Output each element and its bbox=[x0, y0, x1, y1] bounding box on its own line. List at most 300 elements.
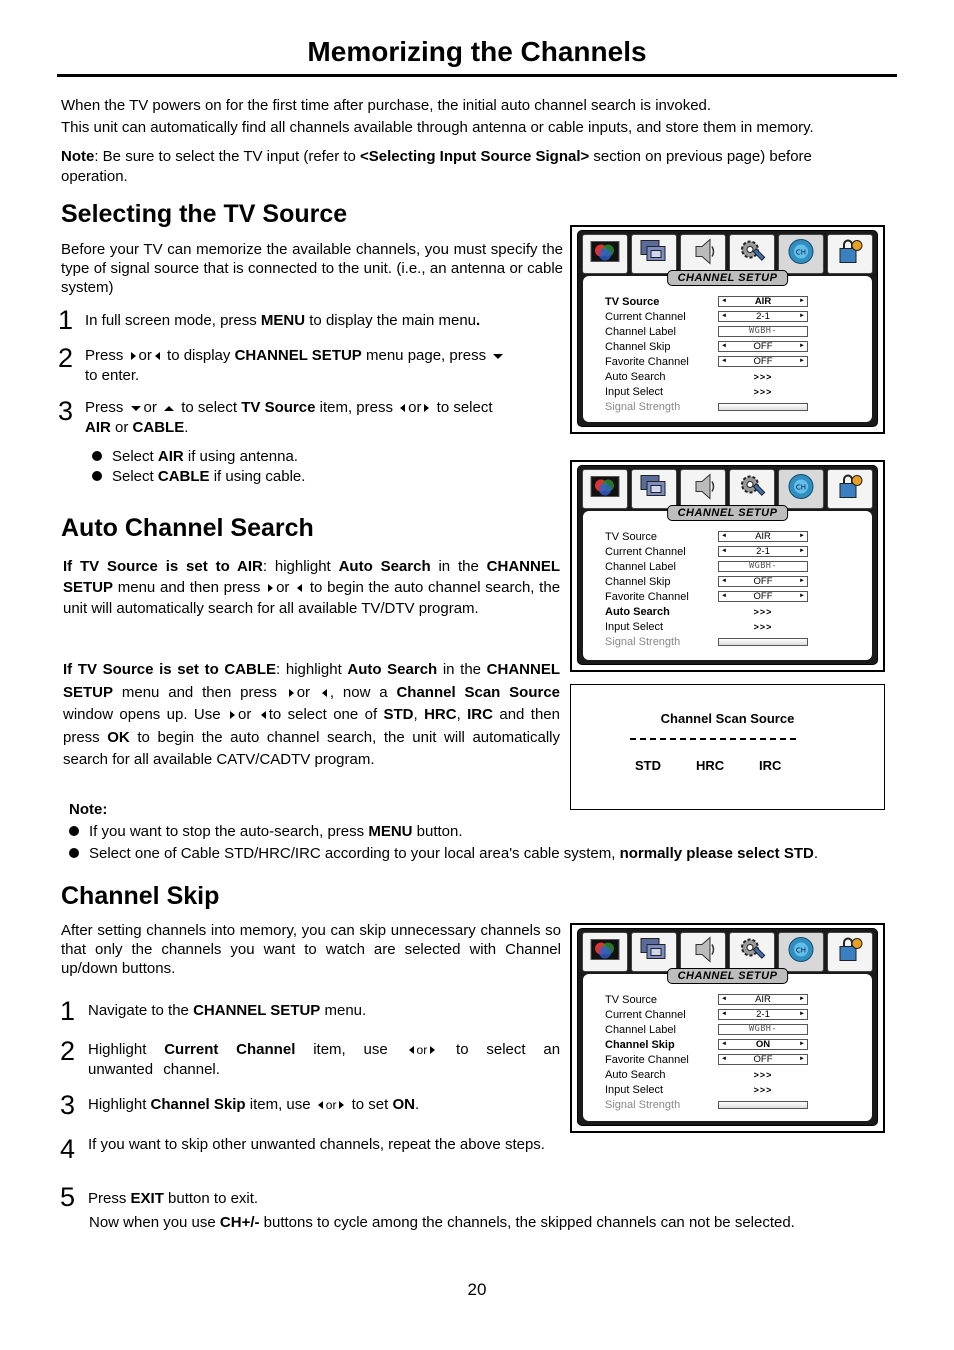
step-text: Select bbox=[112, 468, 158, 485]
item-name: Channel Skip bbox=[150, 1096, 246, 1113]
item-name: Current Channel bbox=[164, 1041, 296, 1058]
menu-row-label: Favorite Channel bbox=[605, 1053, 689, 1066]
menu-icon-bar bbox=[582, 234, 873, 274]
step-text: . bbox=[414, 1096, 420, 1113]
menu-row-label: Signal Strength bbox=[605, 635, 681, 648]
menu-value[interactable] bbox=[718, 1039, 808, 1050]
right-arrow-icon: ► bbox=[799, 533, 805, 539]
heading-channel-skip: Channel Skip bbox=[61, 882, 220, 910]
menu-value-text: OFF bbox=[753, 356, 773, 367]
menu-value-text: WGBH- bbox=[748, 1024, 778, 1034]
step-text: Navigate to the bbox=[88, 1002, 194, 1019]
audio-icon[interactable] bbox=[680, 932, 726, 972]
down-arrow-icon bbox=[131, 406, 141, 411]
step-number: 3 bbox=[60, 1090, 76, 1120]
menu-row[interactable] bbox=[605, 339, 865, 354]
skip-step-5 bbox=[88, 1189, 258, 1209]
left-arrow-icon: ◄ bbox=[721, 358, 727, 364]
channel-setup-menu-1 bbox=[570, 225, 885, 434]
step-number: 2 bbox=[58, 343, 74, 373]
lock-icon[interactable] bbox=[827, 932, 873, 972]
audio-icon[interactable] bbox=[680, 469, 726, 509]
menu-value-text: WGBH- bbox=[748, 326, 778, 336]
menu-row[interactable] bbox=[605, 574, 865, 589]
menu-row-label: Input Select bbox=[605, 620, 664, 633]
pip-icon[interactable] bbox=[631, 234, 677, 274]
note-text-2: section on previous page) before bbox=[589, 148, 812, 165]
heading-tv-source: Selecting the TV Source bbox=[61, 200, 348, 228]
step-text: Highlight bbox=[88, 1096, 151, 1113]
menu-value[interactable] bbox=[718, 341, 808, 352]
step-number: 1 bbox=[58, 305, 74, 335]
menu-row-label: Channel Skip bbox=[605, 340, 671, 353]
menu-row[interactable] bbox=[605, 1082, 865, 1097]
menu-value[interactable] bbox=[718, 531, 808, 542]
menu-row-label: TV Source bbox=[605, 295, 660, 308]
signal-strength-bar bbox=[718, 403, 808, 411]
scan-option-std[interactable]: STD bbox=[635, 758, 661, 773]
lock-icon[interactable] bbox=[827, 234, 873, 274]
menu-frame bbox=[577, 465, 878, 665]
menu-value[interactable] bbox=[718, 326, 808, 337]
menu-row[interactable] bbox=[605, 384, 865, 399]
menu-value-text: OFF bbox=[753, 576, 773, 587]
option-hrc: HRC bbox=[424, 706, 457, 723]
left-arrow-icon: ◄ bbox=[721, 313, 727, 319]
menu-name: CHANNEL SETUP bbox=[63, 661, 560, 701]
menu-row[interactable] bbox=[605, 559, 865, 574]
skip-step-1 bbox=[88, 1001, 366, 1021]
right-arrow-icon: ► bbox=[799, 578, 805, 584]
intro-line-2: This unit can automatically find all channels available through antenna or cable inputs, and store them in memory. bbox=[61, 119, 814, 136]
window-name: Channel Scan Source bbox=[396, 683, 561, 701]
left-arrow-icon: ◄ bbox=[721, 1056, 727, 1062]
step-text: or bbox=[138, 347, 152, 364]
item-name: TV Source bbox=[241, 399, 316, 416]
note-text-3: operation. bbox=[61, 168, 128, 185]
option-air: AIR bbox=[85, 419, 111, 436]
menu-row-label: Channel Skip bbox=[605, 575, 671, 588]
menu-name: CHANNEL SETUP bbox=[63, 558, 560, 596]
signal-strength-bar bbox=[718, 1101, 808, 1109]
left-arrow-icon bbox=[155, 352, 160, 360]
step-number: 4 bbox=[60, 1134, 76, 1164]
step-text: or bbox=[143, 399, 157, 416]
skip-step-3 bbox=[88, 1095, 419, 1115]
channel-icon[interactable] bbox=[778, 469, 824, 509]
step-text: buttons to cycle among the channels, the skipped channels can not be selected. bbox=[259, 1214, 795, 1231]
menu-row[interactable] bbox=[605, 324, 865, 339]
note-heading: Note: bbox=[69, 801, 108, 818]
para-text: : highlight bbox=[262, 558, 339, 575]
step-text: if using cable. bbox=[209, 468, 306, 485]
option-std: STD bbox=[383, 706, 414, 723]
option-irc: IRC bbox=[467, 706, 493, 723]
pip-icon[interactable] bbox=[631, 469, 677, 509]
para-text: in the bbox=[430, 558, 487, 575]
skip-final-note bbox=[89, 1213, 909, 1233]
channel-icon[interactable] bbox=[778, 932, 824, 972]
menu-row[interactable] bbox=[605, 1097, 865, 1112]
pip-icon[interactable] bbox=[631, 932, 677, 972]
step-text: item, use bbox=[245, 1096, 311, 1113]
scan-option-irc[interactable]: IRC bbox=[759, 758, 782, 773]
menu-value[interactable] bbox=[718, 356, 808, 367]
scan-option-hrc[interactable]: HRC bbox=[696, 758, 725, 773]
menu-row-label: Current Channel bbox=[605, 545, 686, 558]
left-arrow-icon bbox=[322, 689, 327, 697]
menu-value[interactable] bbox=[718, 1024, 808, 1035]
note-text: button. bbox=[412, 823, 463, 840]
bullet-icon bbox=[69, 848, 79, 858]
menu-row-label: Channel Label bbox=[605, 1023, 676, 1036]
right-arrow-icon: ► bbox=[799, 1041, 805, 1047]
right-arrow-icon bbox=[268, 584, 273, 592]
menu-row-label: Auto Search bbox=[605, 605, 670, 618]
right-arrow-icon: ► bbox=[799, 313, 805, 319]
option-on: ON bbox=[392, 1096, 415, 1113]
step-text: Press bbox=[85, 347, 124, 364]
skip-step-2 bbox=[88, 1040, 560, 1079]
item-name: Auto Search bbox=[347, 661, 438, 678]
menu-row[interactable] bbox=[605, 399, 865, 414]
menu-row-label: Input Select bbox=[605, 1083, 664, 1096]
menu-rows bbox=[605, 294, 865, 414]
step-text: Press bbox=[88, 1190, 131, 1207]
step-3 bbox=[85, 398, 563, 438]
menu-tab-title: CHANNEL SETUP bbox=[667, 968, 789, 984]
note-emphasis: normally please select STD bbox=[619, 845, 814, 862]
menu-icon-bar bbox=[582, 932, 873, 972]
picture-icon[interactable] bbox=[582, 469, 628, 509]
picture-icon[interactable] bbox=[582, 932, 628, 972]
bullet-icon bbox=[69, 826, 79, 836]
step-text: button to exit. bbox=[163, 1190, 259, 1207]
step-1 bbox=[85, 311, 565, 331]
list-item bbox=[92, 447, 492, 467]
scan-title: Channel Scan Source bbox=[660, 711, 795, 726]
step-text: item, press bbox=[319, 399, 393, 416]
menu-name: CHANNEL SETUP bbox=[193, 1002, 321, 1019]
right-arrow-icon: ► bbox=[799, 343, 805, 349]
step-text: or bbox=[408, 399, 422, 416]
right-arrow-icon bbox=[230, 711, 235, 719]
key-ch: CH+/- bbox=[219, 1214, 260, 1231]
step-number: 3 bbox=[58, 396, 74, 426]
channel-scan-source-window bbox=[570, 684, 885, 810]
para-lead: If TV Source is set to AIR bbox=[63, 558, 263, 575]
left-arrow-icon: ◄ bbox=[721, 343, 727, 349]
submenu-chevrons[interactable]: >>> bbox=[753, 621, 773, 632]
left-arrow-icon: ◄ bbox=[721, 298, 727, 304]
menu-icon-bar bbox=[582, 469, 873, 509]
air-para bbox=[63, 556, 560, 619]
menu-value-text: OFF bbox=[753, 591, 773, 602]
menu-body bbox=[583, 970, 872, 1121]
menu-tab-title: CHANNEL SETUP bbox=[667, 270, 789, 286]
menu-value-text: OFF bbox=[753, 1054, 773, 1065]
para-text: or bbox=[296, 683, 311, 701]
menu-rows bbox=[605, 992, 865, 1112]
menu-row[interactable] bbox=[605, 369, 865, 384]
menu-row-label: Favorite Channel bbox=[605, 355, 689, 368]
menu-frame bbox=[577, 928, 878, 1126]
submenu-chevrons[interactable]: >>> bbox=[753, 1069, 773, 1080]
step-text: Now when you use bbox=[89, 1214, 220, 1231]
channel-setup-menu-3 bbox=[570, 923, 885, 1133]
key-ok: OK bbox=[107, 728, 130, 746]
menu-row[interactable] bbox=[605, 1052, 865, 1067]
menu-row[interactable] bbox=[605, 544, 865, 559]
step-text: or bbox=[416, 1043, 428, 1057]
note-text: If you want to stop the auto-search, press bbox=[89, 823, 369, 840]
note-text: Select one of Cable STD/HRC/IRC according to your local area's cable system, bbox=[89, 845, 620, 862]
right-arrow-icon: ► bbox=[799, 548, 805, 554]
menu-row-label: Signal Strength bbox=[605, 1098, 681, 1111]
note-label: Note bbox=[61, 148, 95, 165]
menu-value[interactable] bbox=[718, 576, 808, 587]
svg-text:CH: CH bbox=[795, 248, 807, 257]
submenu-chevrons[interactable]: >>> bbox=[753, 606, 773, 617]
submenu-chevrons[interactable]: >>> bbox=[753, 386, 773, 397]
para-lead: If TV Source is set to CABLE bbox=[63, 661, 277, 678]
menu-row[interactable] bbox=[605, 589, 865, 604]
setup-icon[interactable] bbox=[729, 234, 775, 274]
svg-text:CH: CH bbox=[795, 483, 807, 492]
menu-value[interactable] bbox=[718, 311, 808, 322]
menu-value-text: 2-1 bbox=[756, 546, 770, 557]
para-text: and then press bbox=[63, 706, 560, 746]
scan-divider bbox=[630, 738, 796, 740]
menu-row[interactable] bbox=[605, 354, 865, 369]
key-menu: MENU bbox=[368, 823, 413, 840]
menu-row-label: Auto Search bbox=[605, 1068, 666, 1081]
channel-icon[interactable] bbox=[778, 234, 824, 274]
menu-row[interactable] bbox=[605, 992, 865, 1007]
lock-icon[interactable] bbox=[827, 469, 873, 509]
menu-row[interactable] bbox=[605, 619, 865, 634]
option-cable: CABLE bbox=[132, 419, 185, 436]
left-arrow-icon bbox=[409, 1046, 414, 1054]
left-arrow-icon: ◄ bbox=[721, 578, 727, 584]
menu-row[interactable] bbox=[605, 604, 865, 619]
para-text: : highlight bbox=[276, 661, 348, 678]
menu-row-label: Channel Label bbox=[605, 325, 676, 338]
right-arrow-icon bbox=[131, 352, 136, 360]
right-arrow-icon: ► bbox=[799, 298, 805, 304]
step-text: . bbox=[476, 312, 481, 329]
menu-value-text: AIR bbox=[754, 296, 772, 307]
right-arrow-icon: ► bbox=[799, 996, 805, 1002]
right-arrow-icon bbox=[339, 1101, 344, 1109]
note-ref: <Selecting Input Source Signal> bbox=[360, 148, 590, 165]
heading-auto-search: Auto Channel Search bbox=[61, 514, 314, 542]
menu-row[interactable] bbox=[605, 309, 865, 324]
up-arrow-icon bbox=[164, 406, 174, 411]
bullet-icon bbox=[92, 451, 102, 461]
para-text: window opens up. Use bbox=[63, 706, 221, 723]
setup-icon[interactable] bbox=[729, 932, 775, 972]
note-list bbox=[69, 821, 909, 865]
menu-row[interactable] bbox=[605, 1007, 865, 1022]
step-text: to select bbox=[181, 399, 238, 416]
right-arrow-icon: ► bbox=[799, 593, 805, 599]
step-text: Select bbox=[112, 448, 158, 465]
menu-value-text: OFF bbox=[753, 341, 773, 352]
step-text: Highlight bbox=[88, 1041, 147, 1058]
intro-note bbox=[61, 147, 901, 167]
right-arrow-icon: ► bbox=[799, 1056, 805, 1062]
step-text: to display the main menu bbox=[305, 312, 477, 329]
step-text: or bbox=[110, 419, 133, 436]
right-arrow-icon: ► bbox=[799, 1011, 805, 1017]
menu-value-text: 2-1 bbox=[756, 311, 770, 322]
left-arrow-icon: ◄ bbox=[721, 996, 727, 1002]
menu-row-label: Favorite Channel bbox=[605, 590, 689, 603]
menu-frame bbox=[577, 230, 878, 427]
para-text: to begin the auto channel search, the unit will automatically search for all available TV/DTV program. bbox=[63, 579, 561, 617]
menu-value-text: 2-1 bbox=[756, 1009, 770, 1020]
menu-value[interactable] bbox=[718, 591, 808, 602]
menu-tab-title: CHANNEL SETUP bbox=[667, 505, 789, 521]
option-cable: CABLE bbox=[157, 468, 210, 485]
step-number: 5 bbox=[60, 1182, 76, 1212]
submenu-chevrons[interactable]: >>> bbox=[753, 371, 773, 382]
para-text: in the bbox=[437, 661, 487, 678]
step-text: to select bbox=[436, 399, 493, 416]
channel-setup-menu-2 bbox=[570, 460, 885, 672]
page-number: 20 bbox=[467, 1280, 487, 1299]
option-air: AIR bbox=[157, 448, 184, 465]
list-item bbox=[92, 467, 492, 487]
menu-row-label: Auto Search bbox=[605, 370, 666, 383]
menu-value[interactable] bbox=[718, 994, 808, 1005]
right-arrow-icon bbox=[430, 1046, 435, 1054]
para-text: to begin the auto channel search, the unit will automatically search for all available CATV/CADTV program. bbox=[63, 728, 560, 768]
menu-row-label: Channel Skip bbox=[605, 1038, 675, 1051]
picture-icon[interactable] bbox=[582, 234, 628, 274]
menu-row-label: Channel Label bbox=[605, 560, 676, 573]
menu-row[interactable] bbox=[605, 1022, 865, 1037]
menu-body bbox=[583, 507, 872, 660]
step-text: menu. bbox=[320, 1002, 367, 1019]
key-menu: MENU bbox=[260, 312, 306, 329]
step-text: to display bbox=[167, 347, 231, 364]
step-text: Press bbox=[85, 399, 124, 416]
svg-text:CH: CH bbox=[795, 946, 807, 955]
menu-row[interactable] bbox=[605, 1067, 865, 1082]
step-2 bbox=[85, 346, 563, 386]
menu-row[interactable] bbox=[605, 1037, 865, 1052]
note-text: . bbox=[813, 845, 819, 862]
intro-line-1: When the TV powers on for the first time after purchase, the initial auto channel search is invoked. bbox=[61, 97, 712, 114]
submenu-chevrons[interactable]: >>> bbox=[753, 1084, 773, 1095]
list-item bbox=[69, 843, 909, 865]
menu-row[interactable] bbox=[605, 529, 865, 544]
page-title: Memorizing the Channels bbox=[307, 36, 647, 67]
para-text: or bbox=[237, 706, 252, 723]
menu-row-label: TV Source bbox=[605, 530, 657, 543]
step-text: item, use bbox=[313, 1041, 388, 1058]
down-arrow-icon bbox=[493, 354, 503, 359]
step-number: 1 bbox=[60, 996, 76, 1026]
menu-value[interactable] bbox=[718, 546, 808, 557]
menu-value[interactable] bbox=[718, 296, 808, 307]
key-exit: EXIT bbox=[130, 1190, 164, 1207]
skip-step-4: If you want to skip other unwanted channels, repeat the above steps. bbox=[88, 1136, 545, 1153]
step-text: to select an unwanted channel. bbox=[88, 1041, 561, 1078]
step-text: . bbox=[184, 419, 189, 436]
menu-row[interactable] bbox=[605, 294, 865, 309]
menu-row-label: Current Channel bbox=[605, 310, 686, 323]
bullet-list bbox=[92, 447, 492, 487]
step-text: to enter. bbox=[85, 367, 140, 384]
left-arrow-icon bbox=[400, 404, 405, 412]
right-arrow-icon bbox=[424, 404, 429, 412]
menu-value[interactable] bbox=[718, 561, 808, 572]
left-arrow-icon: ◄ bbox=[721, 548, 727, 554]
step-number: 2 bbox=[60, 1036, 76, 1066]
menu-value[interactable] bbox=[718, 1009, 808, 1020]
menu-row-label: Current Channel bbox=[605, 1008, 686, 1021]
para-text: , now a bbox=[329, 683, 397, 701]
para-text: to select one of bbox=[268, 706, 384, 723]
left-arrow-icon: ◄ bbox=[721, 593, 727, 599]
step-text: to set bbox=[351, 1096, 393, 1113]
left-arrow-icon bbox=[261, 711, 266, 719]
setup-icon[interactable] bbox=[729, 469, 775, 509]
title-divider bbox=[57, 74, 897, 77]
bullet-icon bbox=[92, 471, 102, 481]
menu-value-text: AIR bbox=[755, 994, 771, 1005]
left-arrow-icon: ◄ bbox=[721, 1011, 727, 1017]
left-arrow-icon bbox=[318, 1101, 323, 1109]
menu-row-label: Input Select bbox=[605, 385, 664, 398]
audio-icon[interactable] bbox=[680, 234, 726, 274]
para-text: menu and then press bbox=[113, 579, 261, 596]
menu-body bbox=[583, 272, 872, 422]
cable-para bbox=[63, 659, 560, 772]
menu-name: CHANNEL SETUP bbox=[234, 347, 362, 364]
step-text: menu page, press bbox=[366, 347, 487, 364]
left-arrow-icon: ◄ bbox=[721, 533, 727, 539]
para-text: menu and then press bbox=[113, 683, 277, 701]
item-name: Auto Search bbox=[338, 558, 431, 575]
menu-rows bbox=[605, 529, 865, 649]
list-item bbox=[69, 821, 909, 843]
skip-para: After setting channels into memory, you can skip unnecessary channels so that only the channels you want to watch are selected with Channel up/down buttons. bbox=[61, 922, 561, 977]
para-text: or bbox=[276, 579, 290, 596]
note-text: : Be sure to select the TV input (refer to bbox=[94, 148, 361, 165]
menu-value-text: ON bbox=[755, 1039, 771, 1050]
para-text: , bbox=[413, 706, 425, 723]
signal-strength-bar bbox=[718, 638, 808, 646]
step-text: or bbox=[325, 1098, 337, 1112]
step-text: In full screen mode, press bbox=[85, 312, 261, 329]
menu-value-text: WGBH- bbox=[748, 561, 778, 571]
right-arrow-icon: ► bbox=[799, 358, 805, 364]
menu-value[interactable] bbox=[718, 1054, 808, 1065]
menu-row-label: TV Source bbox=[605, 993, 657, 1006]
left-arrow-icon bbox=[297, 584, 302, 592]
para-text: , bbox=[456, 706, 468, 723]
menu-row-label: Signal Strength bbox=[605, 400, 681, 413]
tv-source-para: Before your TV can memorize the available channels, you must specify the type of signal source that is connected to the unit. (i.e., an antenna or cable system) bbox=[61, 241, 563, 296]
menu-value-text: AIR bbox=[755, 531, 771, 542]
left-arrow-icon: ◄ bbox=[721, 1041, 727, 1047]
intro bbox=[61, 96, 901, 187]
menu-row[interactable] bbox=[605, 634, 865, 649]
